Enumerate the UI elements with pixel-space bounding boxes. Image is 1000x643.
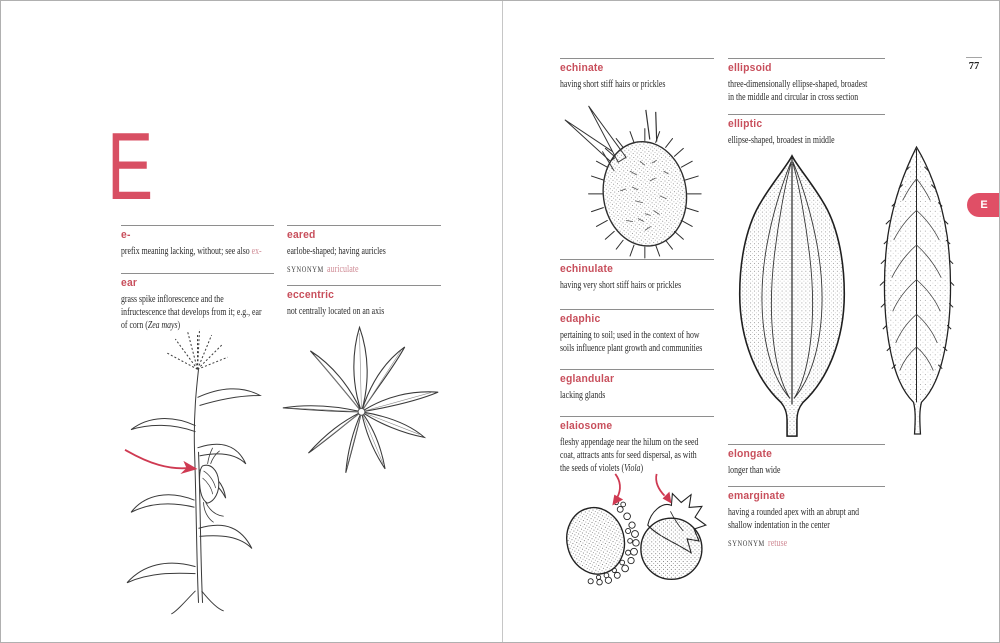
entry-eccentric bbox=[287, 285, 441, 318]
page-number: 77 bbox=[968, 61, 980, 72]
page-gutter-divider bbox=[502, 1, 503, 642]
elaiosome-pointer-arrow bbox=[656, 474, 664, 496]
crossref-ex[interactable]: ex- bbox=[251, 246, 262, 257]
entry-divider bbox=[560, 58, 714, 59]
definition-text: ) bbox=[640, 463, 644, 474]
elaiosome-seeds-illustration bbox=[552, 470, 715, 596]
entry-term: e- bbox=[121, 229, 131, 241]
definition-line: infructescence that develops from it; e.g., ear bbox=[121, 307, 262, 318]
elaiosome-pointer-arrow bbox=[615, 474, 620, 498]
definition-line: earlobe-shaped; having auricles bbox=[287, 246, 386, 257]
entry-e-prefix bbox=[121, 225, 274, 258]
page-number-block bbox=[961, 57, 987, 72]
entry-divider bbox=[728, 114, 885, 115]
section-tab-letter: E bbox=[980, 199, 988, 211]
entry-divider bbox=[121, 273, 274, 274]
entry-divider bbox=[560, 309, 714, 310]
synonym-label: SYNONYM bbox=[728, 539, 765, 548]
entry-ear bbox=[121, 273, 274, 332]
echinate-fruit-illustration bbox=[550, 100, 715, 260]
entry-term: echinulate bbox=[560, 263, 614, 275]
entry-divider bbox=[728, 58, 885, 59]
definition-line: fleshy appendage near the hilum on the seed bbox=[560, 437, 699, 448]
entry-term: ellipsoid bbox=[728, 62, 772, 74]
entry-divider bbox=[121, 225, 274, 226]
definition-line: three-dimensionally ellipse-shaped, broadest bbox=[728, 79, 868, 90]
definition-line: grass spike inflorescence and the bbox=[121, 294, 224, 305]
section-tab-e[interactable] bbox=[967, 193, 1000, 217]
definition-line: pertaining to soil; used in the context of how bbox=[560, 330, 700, 341]
entry-divider bbox=[287, 225, 441, 226]
entry-divider bbox=[560, 416, 714, 417]
entry-divider bbox=[287, 285, 441, 286]
synonym-label: SYNONYM bbox=[287, 265, 324, 274]
entry-divider bbox=[728, 444, 885, 445]
entry-elliptic bbox=[728, 114, 885, 147]
entry-emarginate bbox=[728, 486, 885, 551]
definition-text: prefix meaning lacking, without; see also bbox=[121, 246, 252, 257]
entry-term: eared bbox=[287, 229, 316, 241]
definition-line: not centrally located on an axis bbox=[287, 306, 385, 317]
crossref-retuse[interactable]: retuse bbox=[768, 538, 788, 549]
entry-echinulate bbox=[560, 259, 714, 292]
species-name: Viola bbox=[624, 463, 641, 474]
definition-line: having short stiff hairs or prickles bbox=[560, 79, 666, 90]
synonym-row bbox=[728, 533, 854, 551]
entry-edaphic bbox=[560, 309, 714, 355]
entry-term: elongate bbox=[728, 448, 773, 460]
entry-term: eccentric bbox=[287, 289, 335, 301]
definition-line: soils influence plant growth and communities bbox=[560, 343, 703, 354]
definition-line: longer than wide bbox=[728, 465, 781, 476]
entry-ellipsoid bbox=[728, 58, 885, 104]
entry-term: elliptic bbox=[728, 118, 763, 130]
narrow-serrated-leaf-illustration bbox=[870, 140, 964, 444]
definition-line: having very short stiff hairs or prickles bbox=[560, 280, 682, 291]
entry-elaiosome bbox=[560, 416, 714, 475]
crossref-auriculate[interactable]: auriculate bbox=[327, 264, 359, 275]
synonym-row bbox=[287, 259, 410, 277]
entry-divider bbox=[728, 486, 885, 487]
palmate-leaf-illustration bbox=[275, 323, 447, 479]
entry-eglandular bbox=[560, 369, 714, 402]
entry-term: eglandular bbox=[560, 373, 615, 385]
entry-term: echinate bbox=[560, 62, 604, 74]
entry-term: elaiosome bbox=[560, 420, 613, 432]
corn-plant-illustration bbox=[113, 329, 278, 621]
entry-term: edaphic bbox=[560, 313, 601, 325]
definition-line: in the middle and circular in cross section bbox=[728, 92, 859, 103]
definition-line: ellipse-shaped, broadest in middle bbox=[728, 135, 835, 146]
entry-eared bbox=[287, 225, 441, 277]
species-name: Zea mays bbox=[147, 320, 178, 331]
definition-line: having a rounded apex with an abrupt and bbox=[728, 507, 860, 518]
definition-line: shallow indentation in the center bbox=[728, 520, 830, 531]
definition-line bbox=[121, 245, 262, 258]
entry-elongate bbox=[728, 444, 885, 477]
broad-elliptic-leaf-illustration bbox=[718, 148, 866, 444]
entry-term: ear bbox=[121, 277, 138, 289]
entry-term: emarginate bbox=[728, 490, 786, 502]
entry-divider bbox=[560, 369, 714, 370]
page-number-rule bbox=[966, 57, 982, 58]
entry-divider bbox=[560, 259, 714, 260]
definition-text: the seeds of violets ( bbox=[560, 463, 625, 474]
definition-text: of corn ( bbox=[121, 320, 148, 331]
definition-line: lacking glands bbox=[560, 390, 606, 401]
definition-line: coat, attracts ants for seed dispersal, as with bbox=[560, 450, 697, 461]
ear-pointer-arrow bbox=[125, 450, 189, 469]
entry-echinate bbox=[560, 58, 714, 91]
definition-text: ) bbox=[177, 320, 181, 331]
section-drop-cap: E bbox=[107, 113, 154, 220]
